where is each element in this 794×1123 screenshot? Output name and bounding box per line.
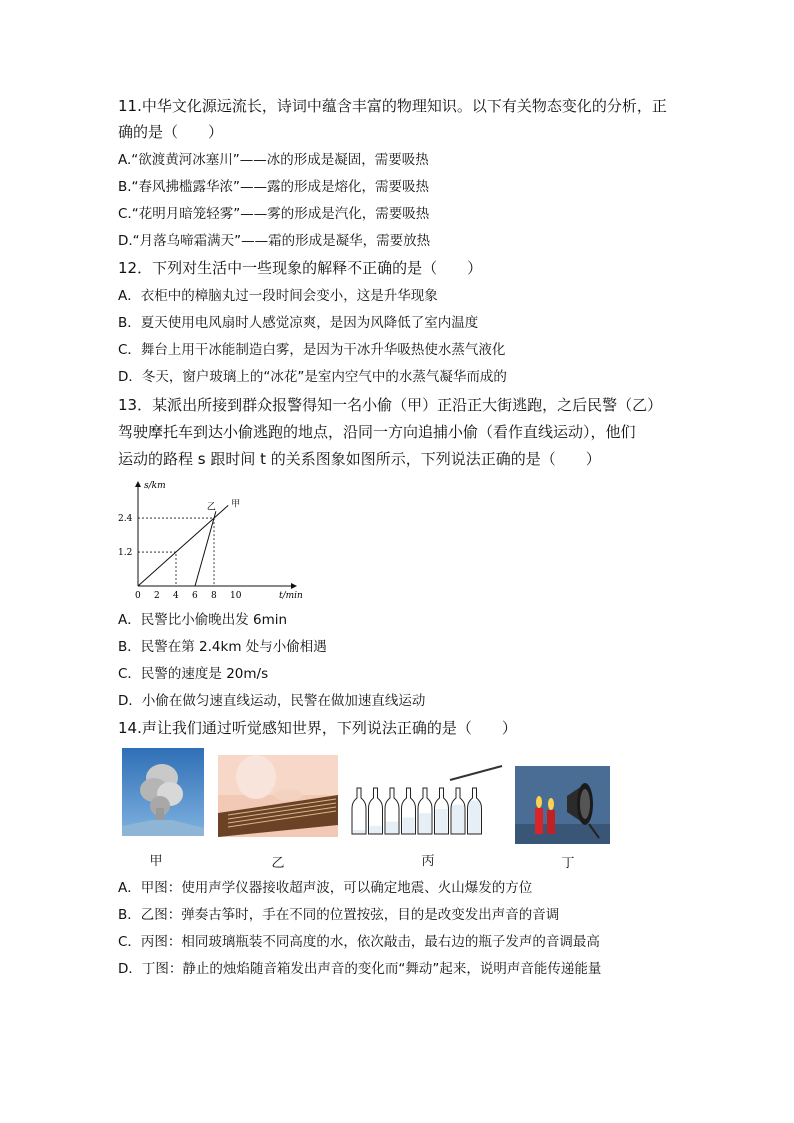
q13-option-a: A．民警比小偷晚出发 6min (118, 612, 288, 628)
bottle-2 (385, 788, 399, 834)
q11-option-d: D.“月落乌啼霜满天”——霜的形成是凝华，需要放热 (118, 233, 431, 249)
x-tick-label-4: 8 (211, 591, 217, 601)
candle-speaker-photo (515, 766, 610, 844)
q12-option-c: C．舞台上用干冰能制造白雾，是因为干冰升华吸热使水蒸气液化 (118, 342, 506, 358)
q14-option-a: A．甲图：使用声学仪器接收超声波，可以确定地震、火山爆发的方位 (118, 880, 533, 896)
q11-stem-line1: 11.中华文化源远流长，诗词中蕴含丰富的物理知识。以下有关物态变化的分析，正 (118, 97, 667, 115)
y-axis-label: s/km (144, 481, 166, 491)
q11-option-a: A.“欲渡黄河冰塞川”——冰的形成是凝固，需要吸热 (118, 152, 429, 168)
series-line-0 (138, 505, 228, 586)
q13-stem-line3: 运动的路程 s 跟时间 t 的关系图象如图所示，下列说法正确的是（ ） (118, 450, 601, 468)
y-tick-label-1: 2.4 (118, 514, 133, 525)
figure-caption-jia: 甲 (149, 854, 163, 869)
q14-stem: 14.声让我们通过听觉感知世界，下列说法正确的是（ ） (118, 719, 517, 737)
q11-option-c: C.“花明月暗笼轻雾”——雾的形成是汽化，需要吸热 (118, 206, 430, 222)
x-tick-label-1: 2 (154, 591, 160, 601)
q11-stem-line2: 确的是（ ） (118, 123, 224, 141)
figure-caption-ding: 丁 (561, 856, 575, 871)
series-label-0: 甲 (231, 499, 241, 510)
q14-option-b: B．乙图：弹奏古筝时，手在不同的位置按弦，目的是改变发出声音的音调 (118, 907, 560, 923)
q12-stem: 12．下列对生活中一些现象的解释不正确的是（ ） (118, 259, 483, 277)
q12-option-a: A．衣柜中的樟脑丸过一段时间会变小，这是升华现象 (118, 288, 438, 304)
guzheng-photo (218, 755, 338, 837)
striking-stick (450, 766, 502, 780)
x-tick-label-3: 6 (192, 591, 198, 601)
bottle-1 (369, 788, 383, 834)
y-tick-label-0: 1.2 (118, 548, 133, 559)
q14-option-d: D．丁图：静止的烛焰随音箱发出声音的变化而“舞动”起来，说明声音能传递能量 (118, 961, 602, 977)
q11-option-b: B.“春风拂槛露华浓”——露的形成是熔化，需要吸热 (118, 179, 430, 195)
x-tick-label-2: 4 (173, 591, 179, 601)
figure-caption-bing: 丙 (421, 854, 435, 869)
q14-option-c: C．丙图：相同玻璃瓶装不同高度的水，依次敲击，最右边的瓶子发声的音调最高 (118, 934, 600, 950)
bottle-6 (451, 788, 465, 834)
q13-option-d: D．小偷在做匀速直线运动，民警在做加速直线运动 (118, 693, 426, 709)
volcano-photo (122, 748, 204, 836)
x-tick-label-5: 10 (230, 591, 242, 601)
bottle-7 (468, 788, 482, 834)
bottle-0 (352, 788, 366, 834)
bottle-4 (418, 788, 432, 834)
figure-caption-yi: 乙 (271, 856, 285, 871)
bottle-3 (402, 788, 416, 834)
q13-option-c: C．民警的速度是 20m/s (118, 666, 269, 682)
series-label-1: 乙 (206, 502, 216, 513)
q12-option-b: B．夏天使用电风扇时人感觉凉爽，是因为风降低了室内温度 (118, 315, 479, 331)
q12-option-d: D．冬天，窗户玻璃上的“冰花”是室内空气中的水蒸气凝华而成的 (118, 369, 507, 385)
series-line-1 (195, 511, 216, 586)
bottles-figure (350, 762, 506, 842)
st-graph (118, 476, 318, 604)
q13-stem-line2: 驾驶摩托车到达小偷逃跑的地点，沿同一方向追捕小偷（看作直线运动），他们 (118, 423, 636, 441)
q13-option-b: B．民警在第 2.4km 处与小偷相遇 (118, 639, 327, 655)
x-axis-label: t/min (279, 591, 303, 601)
x-tick-label-0: 0 (135, 591, 141, 601)
q13-stem-line1: 13．某派出所接到群众报警得知一名小偷（甲）正沿正大街逃跑，之后民警（乙） (118, 396, 663, 414)
bottle-5 (435, 788, 449, 834)
